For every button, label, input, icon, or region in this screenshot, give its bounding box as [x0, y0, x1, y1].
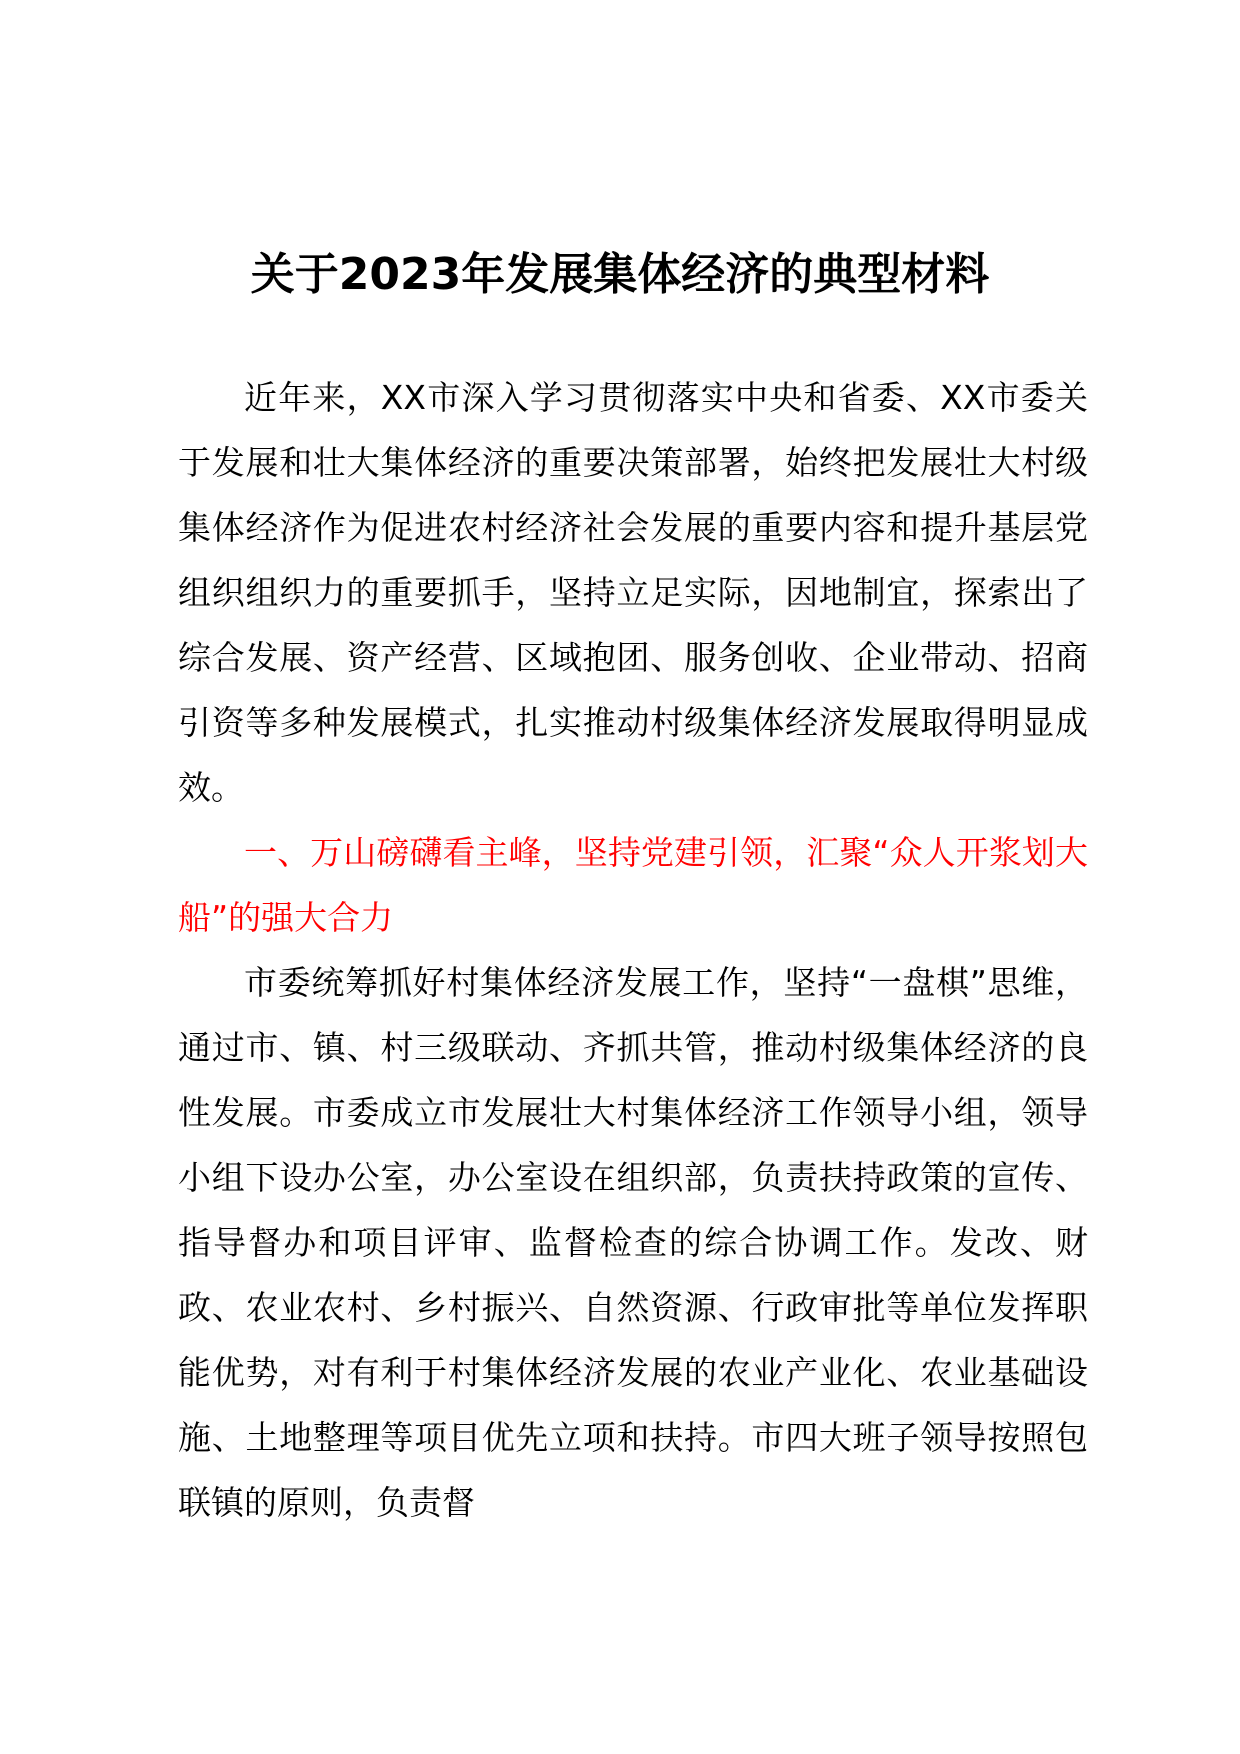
document-title: 关于2023年发展集体经济的典型材料: [250, 249, 990, 300]
paragraph-section-1: 市委统筹抓好村集体经济发展工作，坚持“一盘棋”思维，通过市、镇、村三级联动、齐抓共管，推动村级集体经济的良性发展。市委成立市发展壮大村集体经济工作领导小组，领导小组下设办公室，办公室设在组织部，负责扶持政策的宣传、指导督办和项目评审、监督检查的综合协调工作。发改、财政、农业农村、乡村振兴、自然资源、行政审批等单位发挥职能优势，对有利于村集体经济发展的农业产业化、农业基础设施、土地整理等项目优先立项和扶持。市四大班子领导按照包联镇的原则，负责督: [178, 963, 1088, 1522]
paragraph-intro: 近年来，XX市深入学习贯彻落实中央和省委、XX市委关于发展和壮大集体经济的重要决策部署，始终把发展壮大村级集体经济作为促进农村经济社会发展的重要内容和提升基层党组织组织力的重要抓手，坚持立足实际，因地制宜，探索出了综合发展、资产经营、区域抱团、服务创收、企业带动、招商引资等多种发展模式，扎实推动村级集体经济发展取得明显成效。: [178, 378, 1088, 807]
section-heading-1: 一、万山磅礴看主峰，坚持党建引领，汇聚“众人开浆划大船”的强大合力: [178, 833, 1088, 937]
document-body: [178, 365, 1088, 1535]
